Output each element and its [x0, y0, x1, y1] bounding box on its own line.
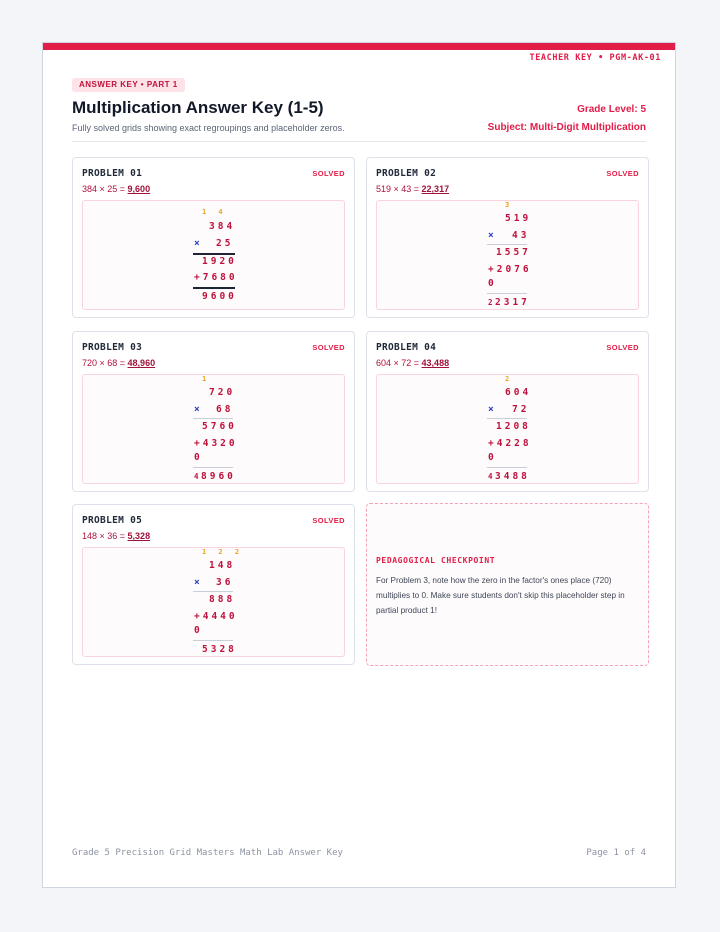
page-subtitle: Fully solved grids showing exact regroupings and placeholder zeros. — [72, 123, 345, 133]
pedagogical-checkpoint — [366, 503, 649, 666]
work-grid — [82, 200, 345, 310]
top-factor: 148 — [209, 560, 236, 571]
footer-title: Grade 5 Precision Grid Masters Math Lab Answer Key — [72, 848, 343, 858]
problem-equation — [82, 184, 150, 194]
times-sign: × — [488, 230, 497, 241]
result-carry: 2 — [488, 298, 496, 307]
problem-card — [366, 157, 649, 318]
problem-card — [72, 157, 355, 318]
grade-level: Grade Level: 5 — [577, 104, 646, 115]
bottom-factor: 72 — [512, 404, 530, 415]
status-badge: SOLVED — [312, 169, 345, 178]
status-badge: SOLVED — [606, 343, 639, 352]
product-line — [487, 244, 527, 245]
sum-line — [487, 467, 527, 468]
status-badge: SOLVED — [606, 169, 639, 178]
final-result: 5328 — [202, 644, 237, 655]
answer-value: 48,960 — [127, 358, 156, 368]
problem-card — [72, 331, 355, 492]
problem-title: PROBLEM 05 — [82, 515, 143, 526]
teacher-key-code: TEACHER KEY • PGM-AK-01 — [529, 53, 661, 63]
problem-title: PROBLEM 02 — [376, 168, 437, 179]
equation-text: 720 × 68 = — [82, 358, 128, 368]
problem-title: PROBLEM 03 — [82, 342, 143, 353]
final-result: 8960 — [201, 471, 236, 482]
placeholder-zero: 0 — [488, 278, 497, 289]
bottom-factor: 68 — [216, 404, 234, 415]
final-result: 9600 — [202, 291, 237, 302]
product-line — [193, 253, 235, 255]
problem-equation — [376, 184, 449, 194]
carry-digits: 2 — [505, 375, 514, 383]
times-sign: × — [488, 404, 497, 415]
top-factor: 384 — [209, 221, 236, 232]
partial-product-1: 888 — [209, 594, 236, 605]
problem-title: PROBLEM 04 — [376, 342, 437, 353]
problem-card — [366, 331, 649, 492]
header-divider — [72, 141, 646, 142]
sum-line — [487, 293, 527, 294]
top-factor: 604 — [505, 387, 532, 398]
problem-equation — [82, 531, 150, 541]
equation-text: 384 × 25 = — [82, 184, 128, 194]
equation-text: 148 × 36 = — [82, 531, 128, 541]
product-line — [193, 591, 233, 592]
partial-product-2: +2076 — [488, 264, 532, 275]
work-grid — [82, 374, 345, 484]
answer-key-badge: ANSWER KEY • PART 1 — [72, 78, 185, 92]
placeholder-zero: 0 — [194, 625, 203, 636]
placeholder-zero: 0 — [488, 452, 497, 463]
top-accent-bar — [43, 43, 675, 50]
checkpoint-text: For Problem 3, note how the zero in the factor's ones place (720) multiplies to 0. Make sure students don't skip this placeholder step in partial product 1! — [376, 576, 625, 615]
answer-value: 9,600 — [127, 184, 151, 194]
problem-equation — [82, 358, 155, 368]
top-factor: 720 — [209, 387, 236, 398]
page-title: Multiplication Answer Key (1-5) — [72, 98, 324, 117]
product-line — [487, 418, 527, 419]
status-badge: SOLVED — [312, 516, 345, 525]
partial-product-1: 1208 — [496, 421, 531, 432]
partial-product-1: 5760 — [202, 421, 237, 432]
times-sign: × — [194, 577, 203, 588]
final-result: 2317 — [495, 297, 530, 308]
partial-product-1: 1557 — [496, 247, 531, 258]
work-grid — [376, 374, 639, 484]
equation-text: 604 × 72 = — [376, 358, 422, 368]
result-carry: 4 — [488, 472, 496, 481]
top-factor: 519 — [505, 213, 532, 224]
partial-product-2: +4440 — [194, 611, 238, 622]
status-badge: SOLVED — [312, 343, 345, 352]
work-grid — [376, 200, 639, 310]
partial-product-2: +4320 — [194, 438, 238, 449]
subject-label: Subject: Multi-Digit Multiplication — [487, 122, 646, 133]
answer-key-sheet — [42, 42, 676, 888]
checkpoint-title: PEDAGOGICAL CHECKPOINT — [376, 556, 496, 565]
carry-digits: 1 — [202, 375, 211, 383]
final-result: 3488 — [495, 471, 530, 482]
bottom-factor: 25 — [216, 238, 234, 249]
result-carry: 4 — [194, 472, 202, 481]
sum-line — [193, 640, 233, 641]
answer-value: 5,328 — [127, 531, 151, 541]
times-sign: × — [194, 238, 203, 249]
partial-product-2: +7680 — [194, 272, 238, 283]
sum-line — [193, 287, 235, 289]
bottom-factor: 36 — [216, 577, 234, 588]
page-number: Page 1 of 4 — [586, 848, 646, 858]
sum-line — [193, 467, 233, 468]
product-line — [193, 418, 233, 419]
work-grid — [82, 547, 345, 657]
partial-product-2: +4228 — [488, 438, 532, 449]
carry-digits: 1 4 — [202, 208, 227, 216]
carry-digits: 1 2 2 — [202, 548, 244, 556]
answer-value: 43,488 — [421, 358, 450, 368]
placeholder-zero: 0 — [194, 452, 203, 463]
problem-card — [72, 504, 355, 665]
answer-value: 22,317 — [421, 184, 450, 194]
problem-title: PROBLEM 01 — [82, 168, 143, 179]
times-sign: × — [194, 404, 203, 415]
carry-digits: 3 — [505, 201, 514, 209]
equation-text: 519 × 43 = — [376, 184, 422, 194]
bottom-factor: 43 — [512, 230, 530, 241]
problem-equation — [376, 358, 449, 368]
partial-product-1: 1920 — [202, 256, 237, 267]
